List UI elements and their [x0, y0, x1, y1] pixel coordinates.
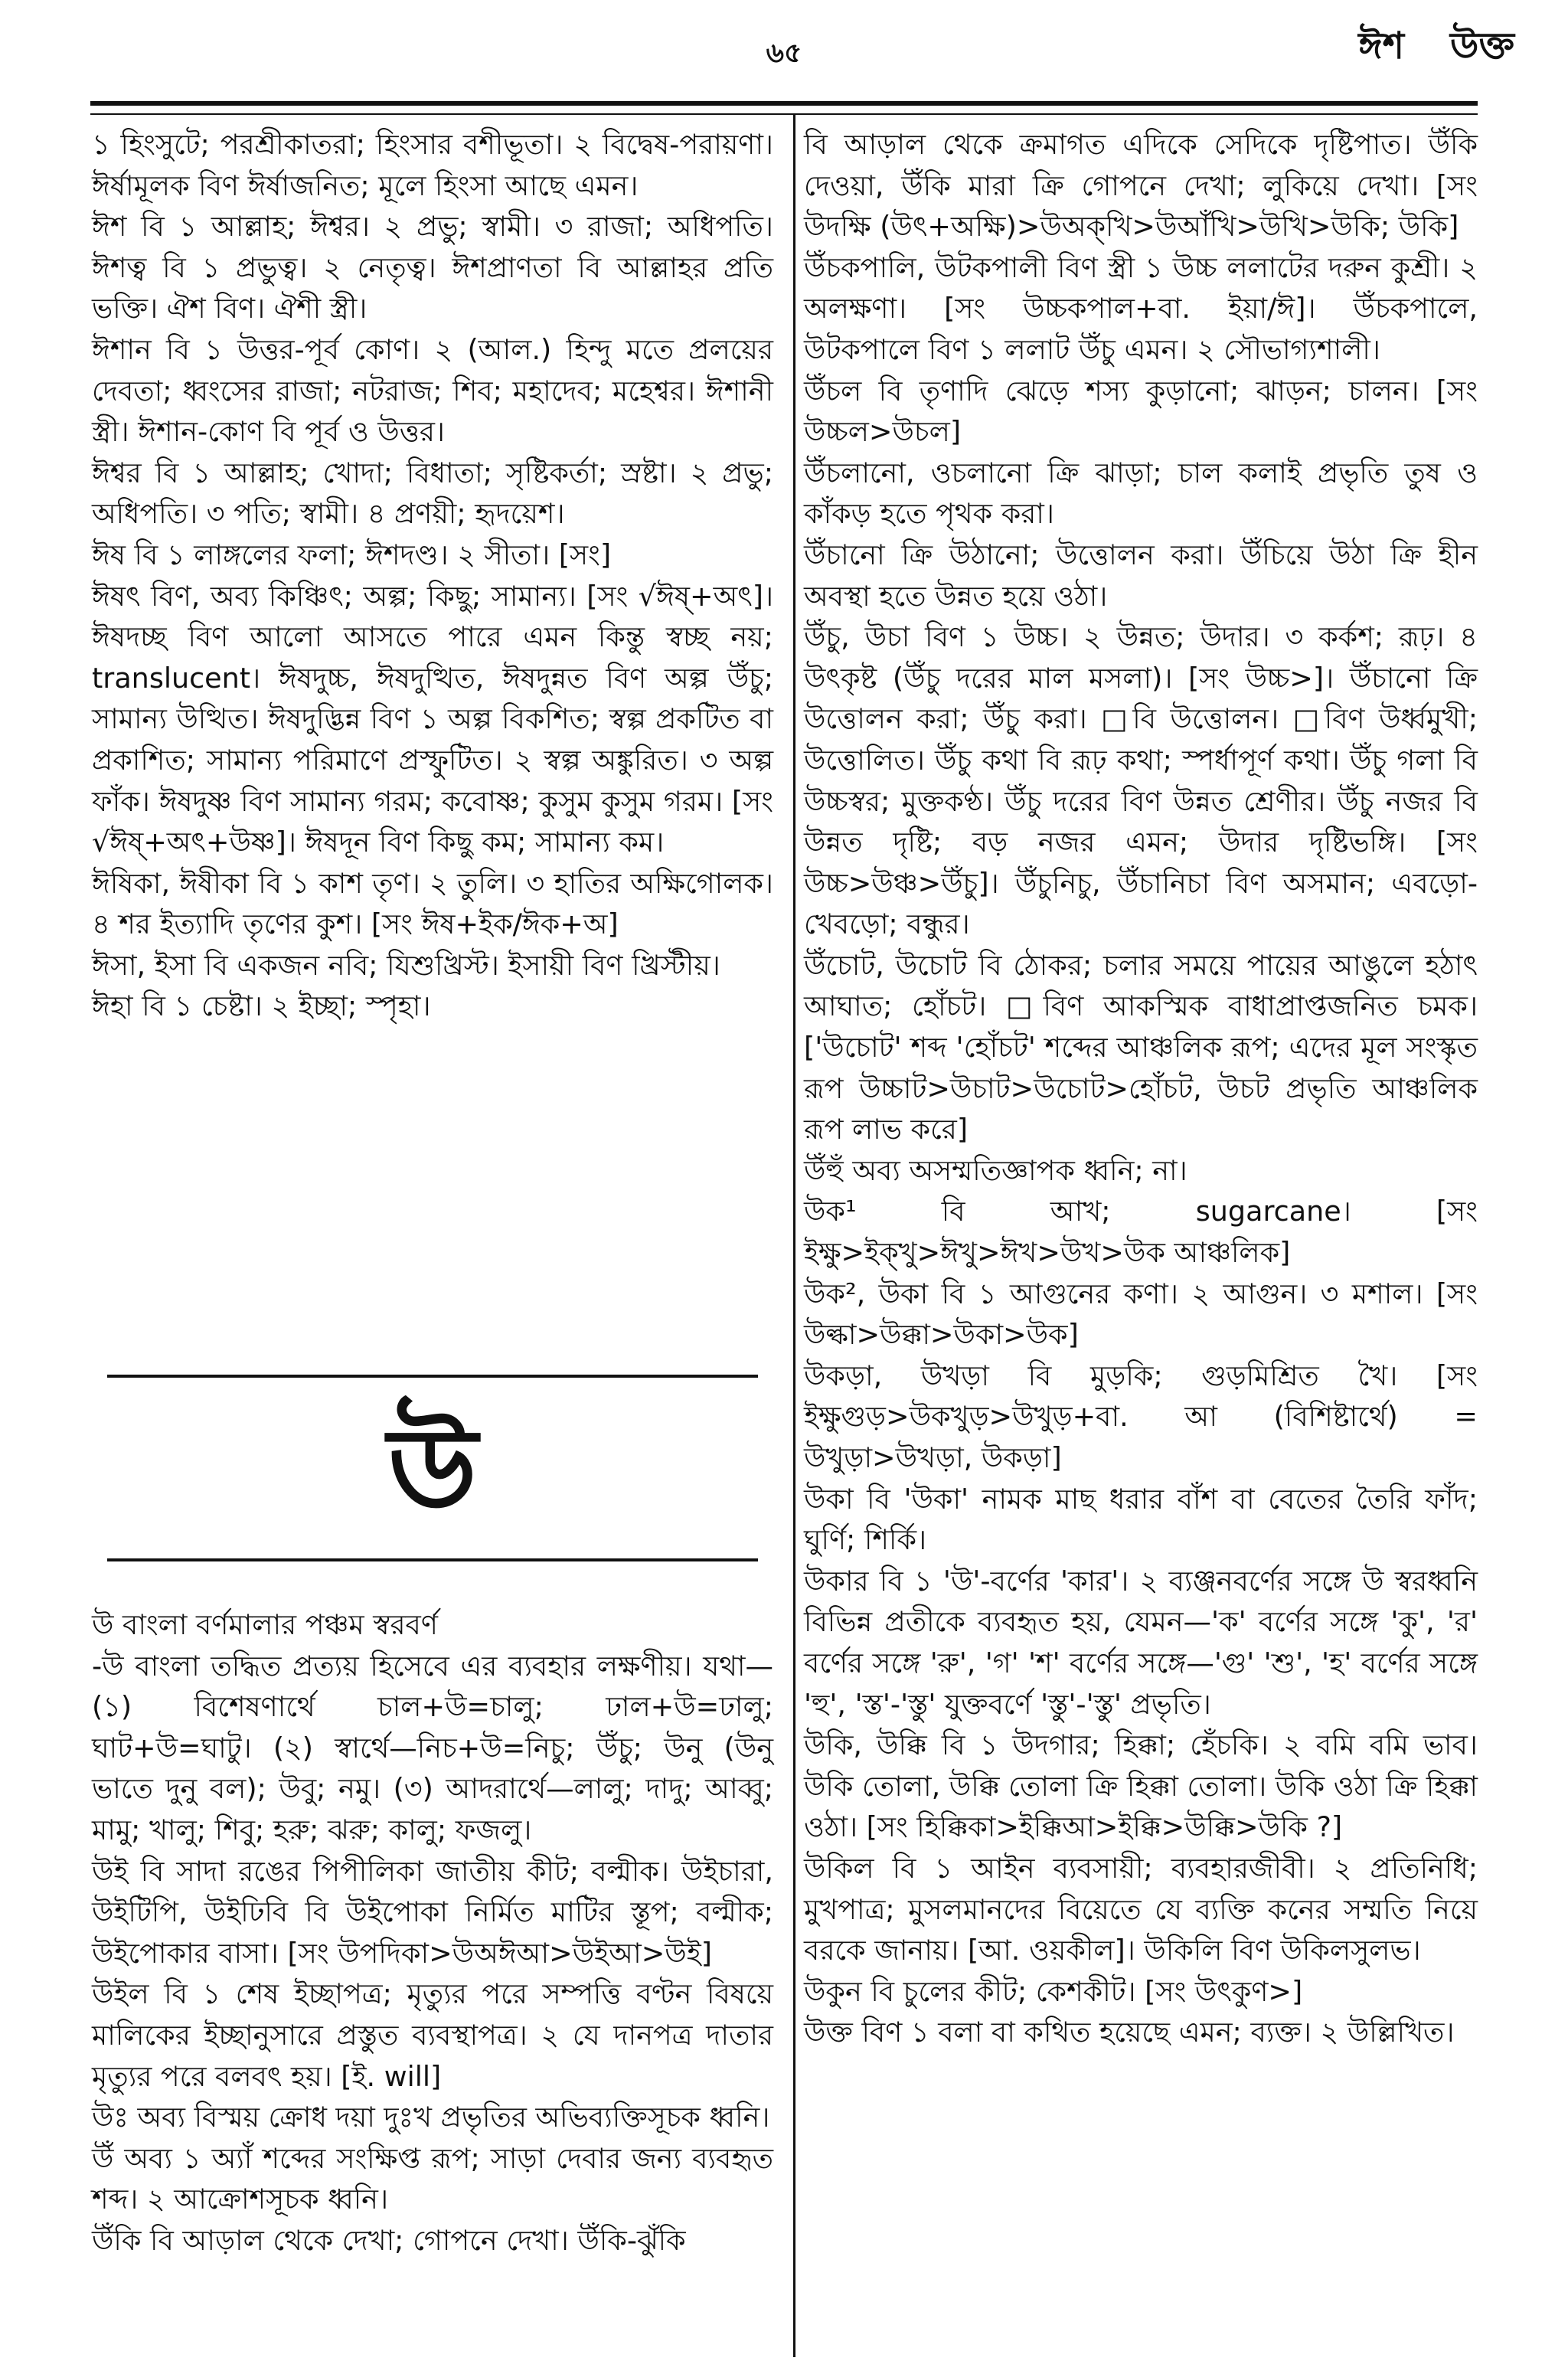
dictionary-entry: উঁচু, উচা বিণ ১ উচ্চ। ২ উন্নত; উদার। ৩ কর্কশ; রূঢ়। ৪ উৎকৃষ্ট (উঁচু দরের মাল মসলা)। [সং উচ্চ>]। উঁচানো ক্রি উত্তোলন করা; উঁচু করা। □বি উত্তোলন। □বিণ উর্ধ্বমুখী; উত্তোলিত। উঁচু কথা বি রূঢ় কথা; স্পর্ধাপূর্ণ কথা। উঁচু গলা বি উচ্চস্বর; মুক্তকণ্ঠ। উঁচু দরের বিণ উন্নত শ্রেণীর। উঁচু নজর বি উন্নত দৃষ্টি; বড় নজর এমন; উদার দৃষ্টিভঙ্গি। [সং উচ্চ>উঞ্চ>উঁচু]। উঁচুনিচু, উঁচানিচা বিণ অসমান; এবড়ো-খেবড়ো; বন্ধুর। [804, 620, 1478, 941]
dictionary-entry: ঈষিকা, ঈষীকা বি ১ কাশ তৃণ। ২ তুলি। ৩ হাতির অক্ষিগোলক। ৪ শর ইত্যাদি তৃণের কুশ। [সং ঈষ+ইক/ঈক+অ] [92, 866, 773, 941]
dictionary-entry: ঈষ বি ১ লাঙ্গলের ফলা; ঈশদণ্ড। ২ সীতা। [সং] [92, 538, 612, 571]
dictionary-entry: উঃ অব্য বিস্ময় ক্রোধ দয়া দুঃখ প্রভৃতির অভিব্যক্তিসূচক ধ্বনি। [92, 2101, 770, 2134]
dictionary-entry: উঁকি বি আড়াল থেকে দেখা; গোপনে দেখা। উঁকি-ঝুঁকি [92, 2223, 686, 2257]
dictionary-entry: ঈশ্বর বি ১ আল্লাহ; খোদা; বিধাতা; সৃষ্টিকর্তা; স্রষ্টা। ২ প্রভু; অধিপতি। ৩ পতি; স্বামী। ৪ প্রণয়ী; হৃদয়েশ। [92, 456, 773, 531]
dictionary-entry: উঁচানো ক্রি উঠানো; উত্তোলন করা। উঁচিয়ে উঠা ক্রি হীন অবস্থা হতে উন্নত হয়ে ওঠা। [804, 538, 1478, 613]
section-header [92, 1375, 773, 1604]
dictionary-entry: উকুন বি চুলের কীট; কেশকীট। [সং উৎকুণ>] [804, 1974, 1303, 2008]
dictionary-entry: উঁচোট, উচোট বি ঠোকর; চলার সময়ে পায়ের আঙুলে হঠাৎ আঘাত; হোঁচট। □বিণ আকস্মিক বাধাপ্রাপ্তজনিত চমক। ['উচোট' শব্দ 'হোঁচট' শব্দের আঞ্চলিক রূপ; এদের মূল সংস্কৃত রূপ উচ্চাট>উচাট>উচোট>হোঁচট, উচট প্রভৃতি আঞ্চলিক রূপ লাভ করে] [804, 948, 1478, 1146]
dictionary-entry: ঈহা বি ১ চেষ্টা। ২ ইচ্ছা; স্পৃহা। [92, 989, 431, 1023]
dictionary-entry: উঁচকপালি, উটকপালী বিণ স্ত্রী ১ উচ্চ ললাটের দরুন কুশ্রী। ২ অলক্ষণা। [সং উচ্চকপাল+বা. ইয়া/ঈ]। উঁচকপালে, উটকপালে বিণ ১ ললাট উঁচু এমন। ২ সৌভাগ্যশালী। [804, 250, 1478, 366]
dictionary-entry: -উ বাংলা তদ্ধিত প্রত্যয় হিসেবে এর ব্যবহার লক্ষণীয়। যথা—(১) বিশেষণার্থে চাল+উ=চালু; ঢাল+উ=ঢালু; ঘাট+উ=ঘাটু। (২) স্বার্থে—নিচ+উ=নিচু; উঁচু; উনু (উনু ভাতে দুনু বল); উবু; নমু। (৩) আদরার্থে—লালু; দাদু; আব্বু; মামু; খালু; শিবু; হরু; ঝরু; কালু; ফজলু। [92, 1649, 773, 1846]
dictionary-entry: উইল বি ১ শেষ ইচ্ছাপত্র; মৃত্যুর পরে সম্পত্তি বণ্টন বিষয়ে মালিকের ইচ্ছানুসারে প্রস্তুত ব্যবস্থাপত্র। ২ যে দানপত্র দাতার মৃত্যুর পরে বলবৎ হয়। [ই. will] [92, 1977, 773, 2093]
dictionary-entry: উঁহুঁ অব্য অসম্মতিজ্ঞাপক ধ্বনি; না। [804, 1153, 1187, 1187]
guide-word-first: ঈশ [1358, 25, 1404, 67]
dictionary-entry: উক্ত বিণ ১ বলা বা কথিত হয়েছে এমন; ব্যক্ত। ২ উল্লিখিত। [804, 2016, 1455, 2049]
dictionary-entry: উকার বি ১ 'উ'-বর্ণের 'কার'। ২ ব্যঞ্জনবর্ণের সঙ্গে উ স্বরধ্বনি বিভিন্ন প্রতীকে ব্যবহৃত হয়, যেমন—'ক' বর্ণের সঙ্গে 'কু', 'র' বর্ণের সঙ্গে 'রু', 'গ' 'শ' বর্ণের সঙ্গে—'গু' 'শু', 'হ' বর্ণের সঙ্গে 'হু', 'স্ত'-'স্তু' যুক্তবর্ণে 'স্তু'-'স্তু' প্রভৃতি। [804, 1564, 1478, 1721]
right-column [804, 124, 1478, 2053]
dictionary-entry: ঈসা, ইসা বি একজন নবি; যিশুখ্রিস্ট। ইসায়ী বিণ খ্রিস্টীয়। [92, 948, 720, 982]
dictionary-entry: উঁ অব্য ১ অ্যাঁ শব্দের সংক্ষিপ্ত রূপ; সাড়া দেবার জন্য ব্যবহৃত শব্দ। ২ আক্রোশসূচক ধ্বনি। [92, 2141, 773, 2216]
section-letter: উ [387, 1404, 478, 1537]
dictionary-entry: উকড়া, উখড়া বি মুড়কি; গুড়মিশ্রিত খৈ। [সং ইক্ষুগুড়>উকখুড়>উখুড়+বা. আ (বিশিষ্টার্থে) = উখুড়া>উখড়া, উকড়া] [804, 1359, 1478, 1474]
guide-words [1358, 18, 1514, 79]
column-divider [793, 113, 795, 2357]
guide-word-last: উক্ত [1449, 25, 1514, 67]
page-number: ৬৫ [766, 38, 802, 69]
left-column-bottom [92, 1604, 773, 2261]
dictionary-entry: উকি, উক্কি বি ১ উদগার; হিক্কা; হেঁচকি। ২ বমি বমি ভাব। উকি তোলা, উক্কি তোলা ক্রি হিক্কা তোলা। উকি ওঠা ক্রি হিক্কা ওঠা। [সং হিক্কিকা>ইক্কিআ>ইক্কি>উক্কি>উকি ?] [804, 1728, 1478, 1844]
header-rule [90, 101, 1478, 115]
dictionary-entry: বি আড়াল থেকে ক্রমাগত এদিকে সেদিকে দৃষ্টিপাত। উঁকি দেওয়া, উঁকি মারা ক্রি গোপনে দেখা; লুকিয়ে দেখা। [সং উদক্ষি (উৎ+অক্ষি)>উঅক্‌খি>উআঁখি>উখি>উকি; উকি] [804, 128, 1478, 244]
section-rule-top [107, 1375, 758, 1378]
dictionary-entry: উ বাংলা বর্ণমালার পঞ্চম স্বরবর্ণ [92, 1608, 438, 1641]
left-column-top [92, 124, 773, 1027]
dictionary-entry: উক², উকা বি ১ আগুনের কণা। ২ আগুন। ৩ মশাল। [সং উল্কা>উক্কা>উকা>উক] [804, 1277, 1478, 1352]
dictionary-entry: উকা বি 'উকা' নামক মাছ ধরার বাঁশ বা বেতের তৈরি ফাঁদ; ঘুর্ণি; শির্কি। [804, 1482, 1478, 1557]
dictionary-entry: উকিল বি ১ আইন ব্যবসায়ী; ব্যবহারজীবী। ২ প্রতিনিধি; মুখপাত্র; মুসলমানদের বিয়েতে যে ব্যক্তি কনের সম্মতি নিয়ে বরকে জানায়। [আ. ওয়কীল]। উকিলি বিণ উকিলসুলভ। [804, 1851, 1478, 1967]
dictionary-entry: ঈষৎ বিণ, অব্য কিঞ্চিৎ; অল্প; কিছু; সামান্য। [সং √ঈষ্+অৎ]। ঈষদচ্ছ বিণ আলো আসতে পারে এমন কিন্তু স্বচ্ছ নয়; translucent। ঈষদুচ্চ, ঈষদুত্থিত, ঈষদুন্নত বিণ অল্প উঁচু; সামান্য উত্থিত। ঈষদুদ্ভিন্ন বিণ ১ অল্প বিকশিত; স্বল্প প্রকটিত বা প্রকাশিত; সামান্য পরিমাণে প্রস্ফুটিত। ২ স্বল্প অঙ্কুরিত। ৩ অল্প ফাঁক। ঈষদুষ্ণ বিণ সামান্য গরম; কবোষ্ণ; কুসুম কুসুম গরম। [সং √ঈষ্+অৎ+উষ্ণ]। ঈষদূন বিণ কিছু কম; সামান্য কম। [92, 579, 773, 859]
dictionary-entry: ঈশ বি ১ আল্লাহ; ঈশ্বর। ২ প্রভু; স্বামী। ৩ রাজা; অধিপতি। ঈশত্ব বি ১ প্রভুত্ব। ২ নেতৃত্ব। ঈশপ্রাণতা বি আল্লাহর প্রতি ভক্তি। ঐশ বিণ। ঐশী স্ত্রী। [92, 210, 773, 325]
dictionary-entry: ১ হিংসুটে; পরশ্রীকাতরা; হিংসার বশীভূতা। ২ বিদ্বেষ-পরায়ণা। ঈর্ষামূলক বিণ ঈর্ষাজনিত; মূলে হিংসা আছে এমন। [92, 128, 773, 202]
dictionary-entry: উঁচল বি তৃণাদি ঝেড়ে শস্য কুড়ানো; ঝাড়ন; চালন। [সং উচ্চল>উচল] [804, 374, 1478, 449]
dictionary-entry: উক¹ বি আখ; sugarcane। [সং ইক্ষু>ইক্‌খু>ঈখু>ঈখ>উখ>উক আঞ্চলিক] [804, 1195, 1478, 1270]
dictionary-entry: উই বি সাদা রঙের পিপীলিকা জাতীয় কীট; বল্মীক। উইচারা, উইটিপি, উইঢিবি বি উইপোকা নির্মিত মাটির স্তূপ; বল্মীক; উইপোকার বাসা। [সং উপদিকা>উঅঈআ>উইআ>উই] [92, 1854, 773, 1970]
dictionary-entry: উঁচলানো, ওচলানো ক্রি ঝাড়া; চাল কলাই প্রভৃতি তুষ ও কাঁকড় হতে পৃথক করা। [804, 456, 1478, 531]
dictionary-entry: ঈশান বি ১ উত্তর-পূর্ব কোণ। ২ (আল.) হিন্দু মতে প্রলয়ের দেবতা; ধ্বংসের রাজা; নটরাজ; শিব; মহাদেব; মহেশ্বর। ঈশানী স্ত্রী। ঈশান-কোণ বি পূর্ব ও উত্তর। [92, 332, 773, 449]
section-rule-bottom [107, 1558, 758, 1561]
